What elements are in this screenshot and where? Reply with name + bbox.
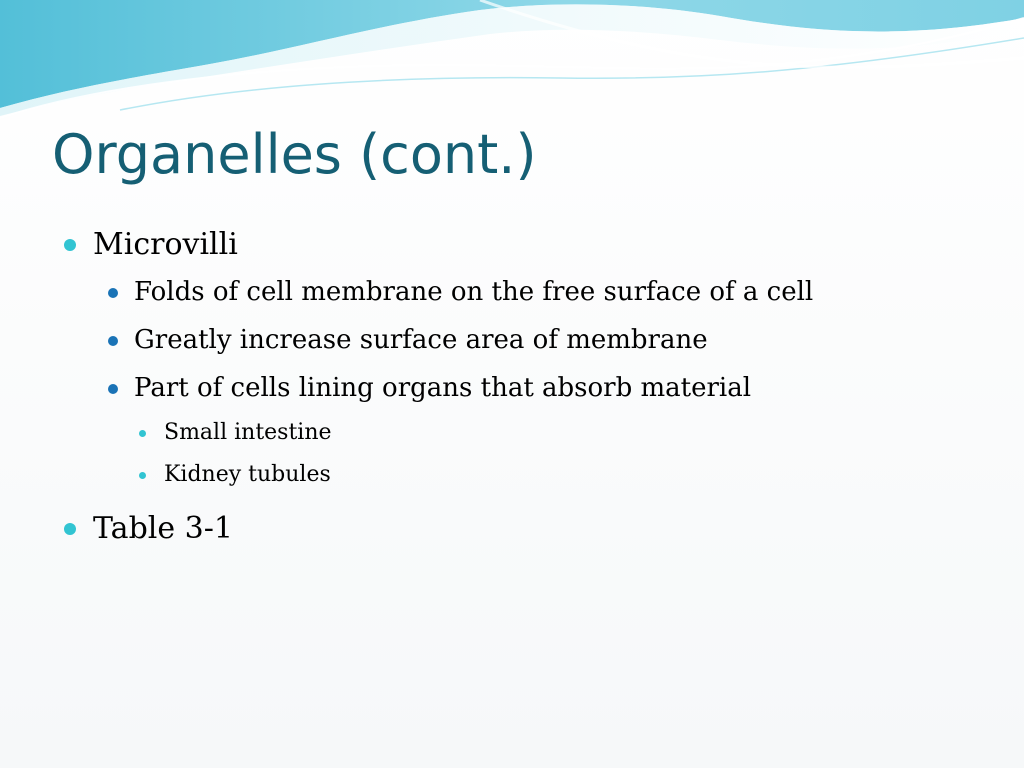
bullet-dot-icon — [108, 384, 118, 394]
bullet-text: Small intestine — [164, 420, 332, 445]
bullet-dot-icon — [64, 523, 76, 535]
bullet-dot-icon — [139, 472, 146, 479]
bullet-item-small-intestine — [62, 412, 992, 454]
bullet-item-kidney-tubules — [62, 454, 992, 496]
slide-title: Organelles (cont.) — [52, 123, 537, 186]
bullet-item-folds — [62, 268, 992, 316]
bullet-text: Kidney tubules — [164, 462, 331, 487]
bullet-list — [62, 224, 992, 550]
bullet-item-table — [62, 508, 992, 550]
wave-banner-icon — [0, 0, 1024, 120]
bullet-text: Table 3-1 — [93, 511, 233, 546]
bullet-text: Microvilli — [93, 227, 238, 262]
bullet-item-surface-area — [62, 316, 992, 364]
bullet-text: Folds of cell membrane on the free surface of a cell — [134, 277, 814, 307]
bullet-item-microvilli — [62, 224, 992, 266]
bullet-dot-icon — [108, 336, 118, 346]
bullet-dot-icon — [108, 288, 118, 298]
bullet-text: Part of cells lining organs that absorb material — [134, 373, 752, 403]
bullet-dot-icon — [64, 239, 76, 251]
bullet-item-absorb — [62, 364, 992, 412]
bullet-dot-icon — [139, 430, 146, 437]
bullet-text: Greatly increase surface area of membrane — [134, 325, 708, 355]
